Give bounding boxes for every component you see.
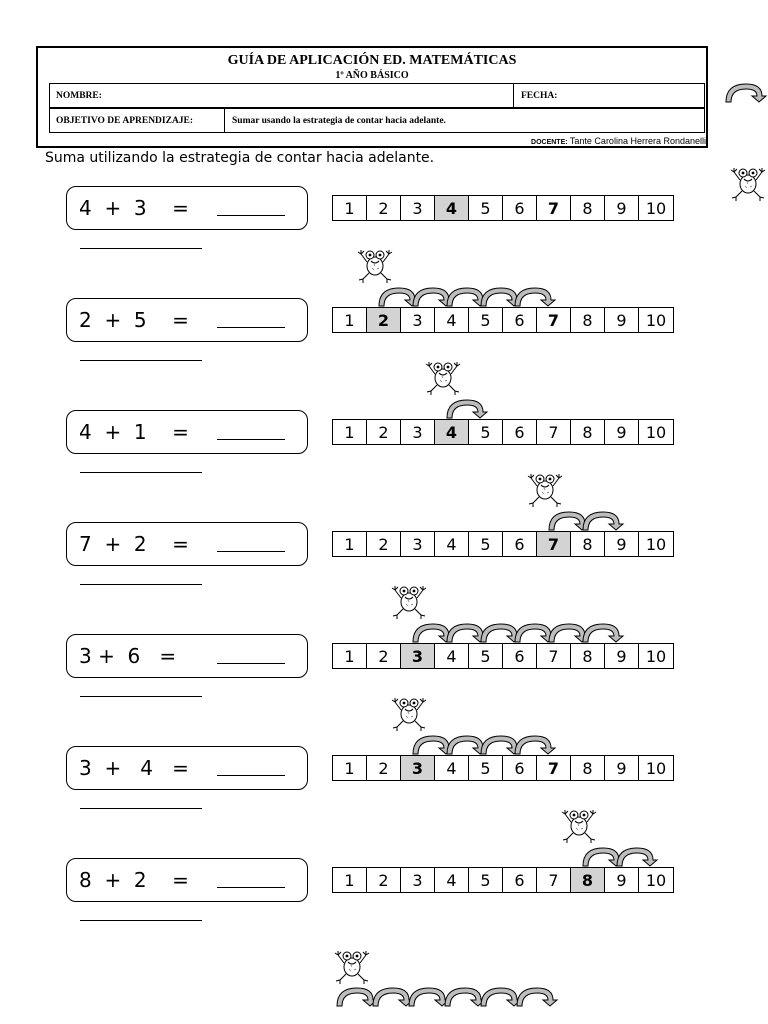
number-cell: 10 (645, 422, 667, 442)
teacher-label: DOCENTE: (531, 139, 568, 146)
hop-arrow-icon (583, 624, 623, 642)
number-cell: 2 (367, 196, 401, 220)
number-cell: 1 (333, 868, 367, 892)
number-cell: 9 (605, 644, 639, 668)
number-cell: 9 (605, 308, 639, 332)
date-label: FECHA: (521, 90, 558, 101)
number-cell: 6 (503, 868, 537, 892)
number-cell: 5 (469, 308, 503, 332)
number-cell: 2 (367, 532, 401, 556)
number-cell: 1 (333, 308, 367, 332)
number-cell: 1 (333, 532, 367, 556)
frog-icon (392, 698, 426, 731)
number-cell: 3 (401, 756, 435, 780)
number-cell: 7 (537, 420, 571, 444)
number-cell: 10 (645, 870, 667, 890)
number-cell: 6 (503, 756, 537, 780)
number-cell: 7 (537, 756, 571, 780)
number-cell: 9 (605, 196, 639, 220)
number-cell: 10 (645, 534, 667, 554)
number-cell: 3 (401, 644, 435, 668)
number-cell: 5 (469, 532, 503, 556)
number-cell: 5 (469, 644, 503, 668)
number-cell: 10 (645, 758, 667, 778)
frog-icon (528, 474, 562, 507)
instruction-text: Suma utilizando la estrategia de contar hacia adelante. (45, 150, 435, 166)
worksheet-title: GUÍA DE APLICACIÓN ED. MATEMÁTICAS (227, 53, 517, 68)
number-cell: 6 (503, 420, 537, 444)
frog-icon (562, 810, 596, 843)
number-cell: 3 (401, 196, 435, 220)
hop-arrow-icon (337, 988, 377, 1006)
name-label: NOMBRE: (56, 90, 102, 101)
hop-arrow-icon (617, 848, 657, 866)
number-cell: 8 (571, 868, 605, 892)
number-cell: 2 (367, 756, 401, 780)
number-cell: 8 (571, 756, 605, 780)
frog-icon (426, 362, 460, 395)
equation-text: 2 + 5 = (79, 308, 189, 332)
number-cell: 8 (571, 308, 605, 332)
number-cell: 5 (469, 196, 503, 220)
equation-text: 8 + 2 = (79, 868, 189, 892)
hop-arrow-icon (445, 988, 485, 1006)
number-cell: 7 (537, 308, 571, 332)
hop-arrow-icon (515, 288, 555, 306)
number-cell: 4 (435, 308, 469, 332)
number-cell: 3 (401, 420, 435, 444)
number-cell: 6 (503, 532, 537, 556)
number-cell: 8 (571, 644, 605, 668)
number-cell: 8 (571, 532, 605, 556)
hop-arrow-icon (373, 988, 413, 1006)
hop-arrow-icon (447, 400, 487, 418)
number-cell: 4 (435, 644, 469, 668)
number-cell: 4 (435, 420, 469, 444)
number-cell: 1 (333, 756, 367, 780)
number-cell: 3 (401, 532, 435, 556)
frog-icon (335, 951, 369, 984)
hop-arrow-icon (409, 988, 449, 1006)
number-cell: 8 (571, 420, 605, 444)
number-cell: 5 (469, 868, 503, 892)
equation-text: 3 + 6 = (79, 644, 177, 668)
frog-icon (392, 586, 426, 619)
frog-icon (358, 250, 392, 283)
hop-arrow-icon (583, 512, 623, 530)
number-cell: 4 (435, 196, 469, 220)
number-cell: 2 (367, 868, 401, 892)
number-cell: 4 (435, 868, 469, 892)
equation-text: 4 + 3 = (79, 196, 189, 220)
equation-text: 7 + 2 = (79, 532, 189, 556)
number-cell: 6 (503, 308, 537, 332)
number-cell: 5 (469, 420, 503, 444)
number-cell: 9 (605, 532, 639, 556)
equation-text: 4 + 1 = (79, 420, 189, 444)
number-cell: 1 (333, 420, 367, 444)
objective-label: OBJETIVO DE APRENDIZAJE: (56, 115, 194, 126)
number-cell: 2 (367, 644, 401, 668)
hop-arrow-icon (481, 988, 521, 1006)
objective-text: Sumar usando la estrategia de contar hacia adelante. (232, 115, 446, 126)
number-cell: 10 (645, 646, 667, 666)
number-cell: 1 (333, 644, 367, 668)
number-cell: 4 (435, 756, 469, 780)
number-cell: 9 (605, 420, 639, 444)
number-cell: 6 (503, 196, 537, 220)
number-cell: 7 (537, 868, 571, 892)
number-cell: 9 (605, 756, 639, 780)
number-cell: 1 (333, 196, 367, 220)
number-cell: 10 (645, 198, 667, 218)
number-cell: 2 (367, 308, 401, 332)
number-cell: 4 (435, 532, 469, 556)
equation-text: 3 + 4 = (79, 756, 189, 780)
number-cell: 3 (401, 308, 435, 332)
number-cell: 10 (645, 310, 667, 330)
number-cell: 6 (503, 644, 537, 668)
teacher-name: Tante Carolina Herrera Rondanelli (567, 136, 706, 146)
number-cell: 8 (571, 196, 605, 220)
number-cell: 7 (537, 196, 571, 220)
grade-subtitle: 1º AÑO BÁSICO (335, 70, 409, 81)
hop-arrow-icon (515, 736, 555, 754)
hop-arrow-icon (517, 988, 557, 1006)
number-cell: 9 (605, 868, 639, 892)
number-cell: 3 (401, 868, 435, 892)
number-cell: 2 (367, 420, 401, 444)
frog-icon (731, 168, 765, 201)
number-cell: 7 (537, 532, 571, 556)
hop-arrow-icon (726, 84, 766, 102)
number-cell: 7 (537, 644, 571, 668)
number-cell: 5 (469, 756, 503, 780)
